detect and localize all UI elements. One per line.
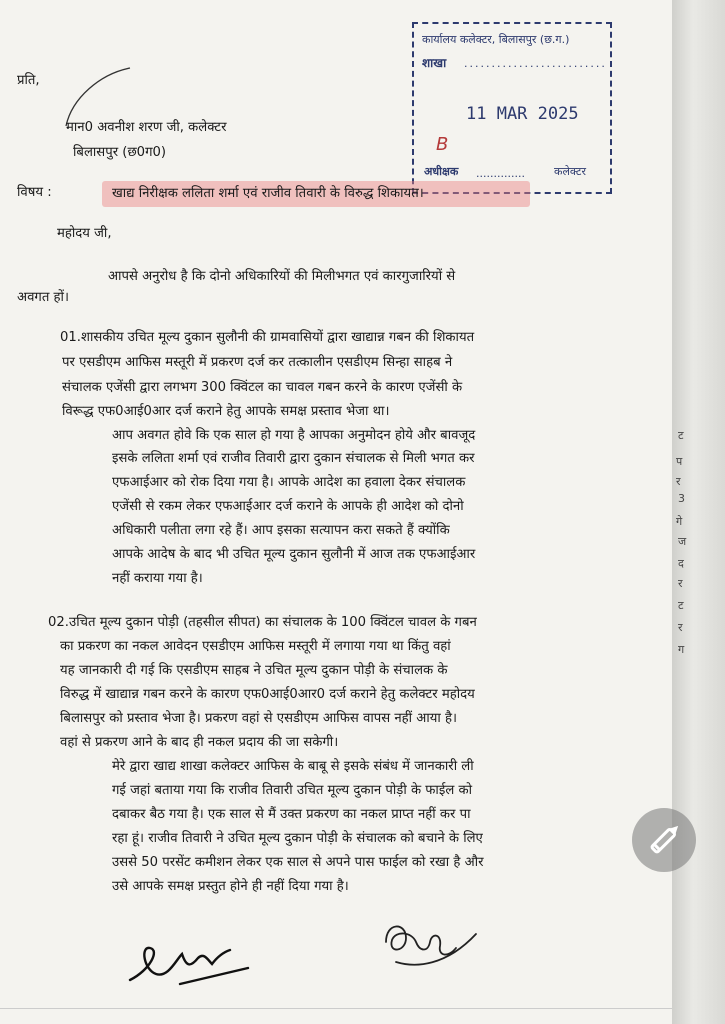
p1b-line: आपके आदेष के बाद भी उचित मूल्य दुकान सुलौनी में आज तक एफआईआर — [112, 547, 476, 562]
stamp-initials: B — [436, 134, 449, 155]
p2b-line: मेरे द्वारा खाद्य शाखा कलेक्टर आफिस के बाबू से इसके संबंध में जानकारी ली — [112, 759, 474, 774]
p2-line: 02.उचित मूल्य दुकान पोड़ी (तहसील सीपत) का संचालक के 100 क्विंटल चावल के गबन — [48, 615, 477, 630]
page-bottom-line — [0, 1008, 672, 1009]
p2-line: का प्रकरण का नकल आवेदन एसडीएम आफिस मस्तूरी में लगाया गया था किंतु वहां — [60, 639, 451, 654]
p2-line: बिलासपुर को प्रस्ताव भेजा है। प्रकरण वहां से एसडीएम आफिस वापस नहीं आया है। — [60, 711, 457, 726]
subject-text: खाद्य निरीक्षक ललिता शर्मा एवं राजीव तिवारी के विरुद्ध शिकायत। — [112, 186, 424, 201]
p2b-line: दबाकर बैठ गया है। एक साल से मैं उक्त प्रकरण का नकल प्राप्त नहीं कर पा — [112, 807, 471, 822]
stamp-dots: .......................... — [464, 57, 607, 70]
p2b-line: उससे 50 परसेंट कमीशन लेकर एक साल से अपने पास फाईल को रखा है और — [112, 855, 484, 870]
p1-line: विरूद्ध एफ0आई0आर दर्ज कराने हेतु आपके समक्ष प्रस्ताव भेजा था। — [62, 404, 390, 419]
stamp-date: 11 MAR 2025 — [466, 104, 579, 124]
p2b-line: गई जहां बताया गया कि राजीव तिवारी उचित मूल्य दुकान पोड़ी के फाईल को — [112, 783, 472, 798]
edge-char: ट — [678, 429, 684, 442]
edge-char: र — [676, 475, 681, 488]
signature-left — [120, 930, 260, 990]
intro-line-1: आपसे अनुरोध है कि दोनो अधिकारियों की मिलीभगत एवं कारगुजारियों से — [108, 269, 456, 284]
edit-fab-button[interactable] — [632, 808, 696, 872]
addressee-place: बिलासपुर (छ0ग0) — [73, 145, 167, 160]
edit-pen-icon — [632, 808, 696, 872]
p1b-line: नहीं कराया गया है। — [112, 571, 203, 586]
stamp-footer-left: अधीक्षक — [424, 165, 459, 178]
edge-char: प — [676, 455, 683, 468]
prati-label: प्रति, — [17, 73, 40, 88]
edge-char: ज — [678, 535, 687, 548]
p1-line: 01.शासकीय उचित मूल्य दुकान सुलौनी की ग्रामवासियों द्वारा खाद्यान्न गबन की शिकायत — [60, 330, 475, 345]
stamp-footer-right: कलेक्टर — [554, 165, 586, 178]
subject-label: विषय : — [17, 185, 52, 200]
intro-line-2: अवगत हों। — [17, 290, 69, 305]
p2-line: विरुद्ध में खाद्यान्न गबन करने के कारण एफ0आई0आर0 दर्ज कराने हेतु कलेक्टर महोदय — [60, 687, 475, 702]
p1-line: पर एसडीएम आफिस मस्तूरी में प्रकरण दर्ज कर तत्कालीन एसडीएम सिन्हा साहब ने — [62, 355, 453, 370]
stamp-footer-dots: .............. — [476, 167, 525, 180]
p1-line: संचालक एजेंसी द्वारा लगभग 300 क्विंटल का चावल गबन करने के कारण एजेंसी के — [62, 380, 463, 395]
p2b-line: रहा हूं। राजीव तिवारी ने उचित मूल्य दुकान पोड़ी के संचालक को बचाने के लिए — [112, 831, 483, 846]
edge-char: र — [678, 577, 683, 590]
addressee-name: मान0 अवनीश शरण जी, कलेक्टर — [66, 120, 227, 135]
stamp-office: कार्यालय कलेक्टर, बिलासपुर (छ.ग.) — [422, 33, 570, 46]
edge-char: ग — [678, 643, 685, 656]
p1b-line: आप अवगत होवे कि एक साल हो गया है आपका अनुमोदन होये और बावजूद — [112, 428, 476, 443]
p2-line: यह जानकारी दी गई कि एसडीएम साहब ने उचित मूल्य दुकान पोड़ी के संचालक के — [60, 663, 448, 678]
p1b-line: अधिकारी पलीता लगा रहे हैं। आप इसका सत्यापन करा सकते हैं क्योंकि — [112, 523, 450, 538]
edge-char: र — [678, 621, 683, 634]
signature-right — [376, 912, 486, 976]
edge-char: गे — [676, 515, 683, 528]
p1b-line: इसके ललिता शर्मा एवं राजीव तिवारी द्वारा दुकान संचालक से मिली भगत कर — [112, 451, 475, 466]
signature-right-text: श्री — [426, 942, 427, 943]
edge-char: द — [678, 557, 684, 570]
stamp-branch: शाखा — [422, 56, 447, 70]
p2-line: वहां से प्रकरण आने के बाद ही नकल प्रदाय की जा सकेगी। — [60, 735, 339, 750]
p2b-line: उसे आपके समक्ष प्रस्तुत होने ही नहीं दिया गया है। — [112, 879, 349, 894]
signature-left-text: Dedit — [180, 960, 183, 961]
p1b-line: एफआईआर को रोक दिया गया है। आपके आदेश का हवाला देकर संचालक — [112, 475, 466, 490]
salutation: महोदय जी, — [57, 226, 112, 241]
received-stamp — [412, 22, 612, 194]
p1b-line: एजेंसी से रकम लेकर एफआईआर दर्ज कराने के आपके ही आदेश को दोनो — [112, 499, 464, 514]
edge-char: 3 — [678, 492, 685, 505]
edge-char: ट — [678, 599, 684, 612]
